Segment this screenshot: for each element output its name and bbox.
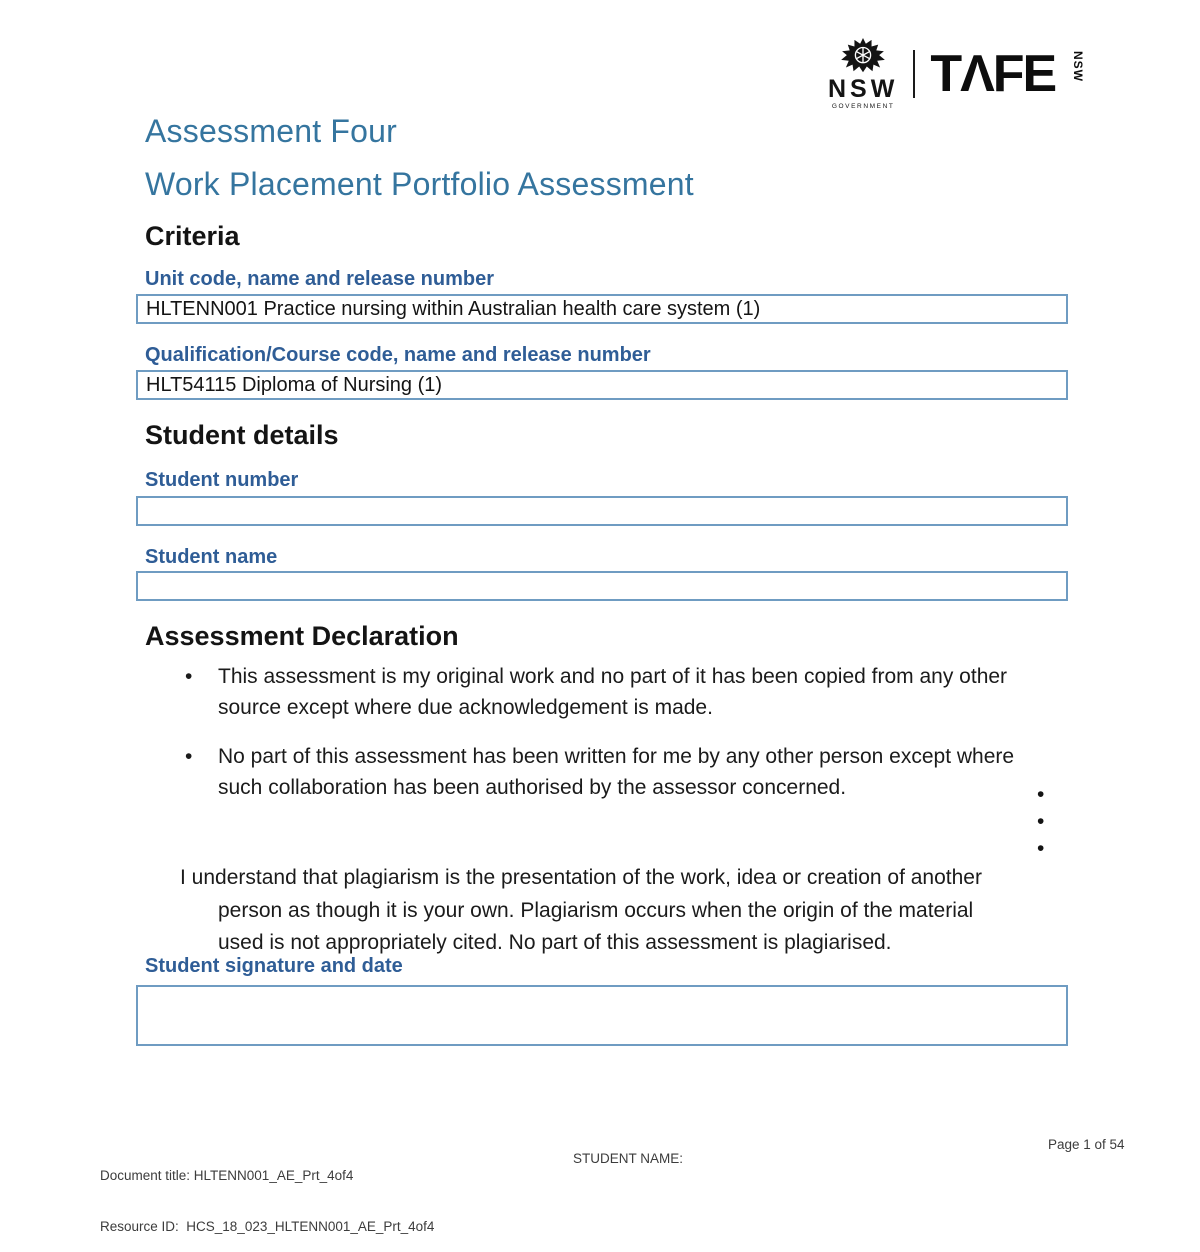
- bullet-marker-icon: •: [1037, 810, 1045, 833]
- tafe-logo-vertical-nsw: NSW: [1071, 51, 1086, 83]
- footer-document-title: Document title: HLTENN001_AE_Prt_4of4: [100, 1168, 354, 1183]
- nsw-government-logo: [828, 38, 898, 111]
- criteria-heading: Criteria: [145, 221, 240, 251]
- bullet-line: This assessment is my original work and no part of it has been copied from any other: [218, 665, 1008, 688]
- bullet-line: source except where due acknowledgement is made.: [218, 696, 713, 719]
- declaration-bullet-list: [185, 661, 1070, 821]
- assessment-declaration-heading: Assessment Declaration: [145, 621, 459, 651]
- nsw-logo-text: NSW: [828, 75, 899, 103]
- plagiarism-paragraph: [145, 862, 1063, 960]
- logo-divider: [913, 50, 915, 98]
- student-name-field[interactable]: [136, 571, 1068, 601]
- paragraph-line: person as though it is your own. Plagiarism occurs when the origin of the material: [218, 898, 974, 922]
- bullet-marker-icon: •: [185, 665, 193, 688]
- footer-resource-id: Resource ID: HCS_18_023_HLTENN001_AE_Prt_4of4: [100, 1219, 435, 1234]
- student-signature-field[interactable]: [136, 985, 1068, 1046]
- tafe-nsw-logo: [828, 38, 1085, 111]
- nsw-logo-subtext: GOVERNMENT: [831, 103, 895, 110]
- paragraph-line: I understand that plagiarism is the presentation of the work, idea or creation of another: [180, 866, 982, 889]
- page-title-line2: Work Placement Portfolio Assessment: [145, 166, 694, 202]
- footer-left: [100, 1133, 434, 1252]
- student-number-label: Student number: [145, 469, 299, 491]
- bullet-line: such collaboration has been authorised by the assessor concerned.: [218, 776, 847, 799]
- qualification-label: Qualification/Course code, name and release number: [145, 344, 651, 366]
- footer-page-number: Page 1 of 54: [1048, 1137, 1125, 1152]
- student-signature-label: Student signature and date: [145, 955, 403, 977]
- empty-bullet-group: [1037, 781, 1044, 862]
- waratah-icon: [838, 38, 888, 76]
- declaration-bullet-2: [185, 741, 1070, 803]
- bullet-marker-icon: •: [1037, 837, 1045, 860]
- bullet-line: No part of this assessment has been written for me by any other person except where: [218, 745, 1015, 768]
- tafe-logo-text: TΛFE: [930, 45, 1056, 104]
- paragraph-line: used is not appropriately cited. No part of this assessment is plagiarised.: [218, 931, 892, 954]
- student-details-heading: Student details: [145, 420, 339, 450]
- qualification-field[interactable]: HLT54115 Diploma of Nursing (1): [136, 370, 1068, 400]
- bullet-marker-icon: •: [1037, 783, 1045, 806]
- declaration-bullet-1: [185, 661, 1070, 723]
- footer-student-name-label: STUDENT NAME:: [573, 1151, 684, 1166]
- unit-code-field[interactable]: HLTENN001 Practice nursing within Australian health care system (1): [136, 294, 1068, 324]
- student-name-label: Student name: [145, 546, 278, 568]
- page-title-line1: Assessment Four: [145, 113, 397, 149]
- unit-code-label: Unit code, name and release number: [145, 268, 494, 290]
- student-number-field[interactable]: [136, 496, 1068, 526]
- bullet-marker-icon: •: [185, 745, 193, 768]
